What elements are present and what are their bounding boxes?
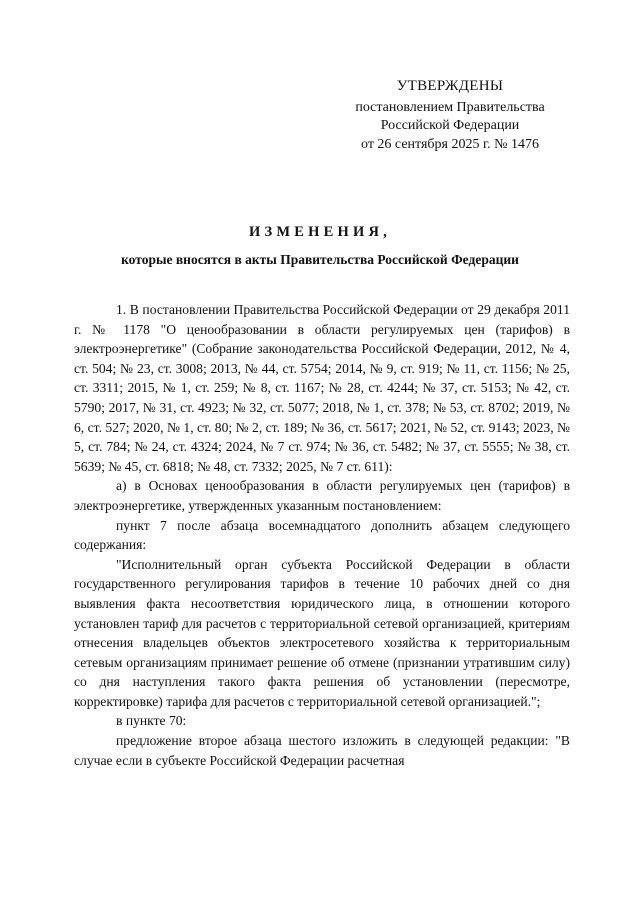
document-body	[74, 300, 570, 770]
paragraph: пункт 7 после абзаца восемнадцатого дополнить абзацем следующего содержания:	[74, 517, 570, 553]
approval-line: постановлением Правительства	[355, 99, 545, 115]
document-subtitle: которые вносятся в акты Правительства Российской Федерации	[121, 252, 519, 267]
document-title: ИЗМЕНЕНИЯ,	[249, 224, 391, 240]
approval-heading: УТВЕРЖДЕНЫ	[396, 78, 504, 94]
paragraph: предложение второе абзаца шестого изложить в следующей редакции: "В случае если в субъекте Российской Федерации расчетная	[74, 733, 570, 768]
paragraph: в пункте 70:	[116, 713, 187, 729]
paragraph: 1. В постановлении Правительства Российской Федерации от 29 декабря 2011 г. № 1178 "О ценообразовании в области регулируемых цен (тарифов) в электроэнергетике" (Собрание законодательства Российской Федерации, 2012, № 4, ст. 504; № 23, ст. 3008; 2013, № 44, ст. 5754; 2014, № 9, ст. 919; № 11, ст. 1156; № 25, ст. 3311; 2015, № 1, ст. 259; № 8, ст. 1167; № 28, ст. 4244; № 37, ст. 5153; № 42, ст. 5790; 2017, № 31, ст. 4923; № 32, ст. 5077; 2018, № 1, ст. 378; № 53, ст. 8702; 2019, № 6, ст. 527; 2020, № 1, ст. 80; № 2, ст. 189; № 36, ст. 5617; 2021, № 52, ст. 9143; 2023, № 5, ст. 784; № 24, ст. 4324; 2024, № 7 ст. 974; № 36, ст. 5482; № 37, ст. 5555; № 38, ст. 5639; № 45, ст. 6818; № 48, ст. 7332; 2025, № 7 ст. 611):	[74, 302, 570, 474]
paragraph: "Исполнительный орган субъекта Российской Федерации в области государственного регулирования тарифов в течение 10 рабочих дней со дня выявления факта несоответствия юридического лица, в отношении которого установлен тариф для расчетов с территориальной сетевой организацией, критериям отнесения владельцев объектов электросетевого хозяйства к территориальным сетевым организациям принимает решение об отмене (признании утратившим силу) со дня наступления такого факта решения об установлении (пересмотре, корректировке) тарифа для расчетов с территориальной сетевой организацией.";	[74, 556, 570, 709]
approval-date-line: от 26 сентября 2025 г. № 1476	[361, 136, 539, 152]
approval-block	[330, 77, 570, 154]
paragraph: а) в Основах ценообразования в области регулируемых цен (тарифов) в электроэнергетике, утвержденных указанным постановлением:	[74, 478, 570, 513]
approval-line: Российской Федерации	[380, 118, 520, 133]
